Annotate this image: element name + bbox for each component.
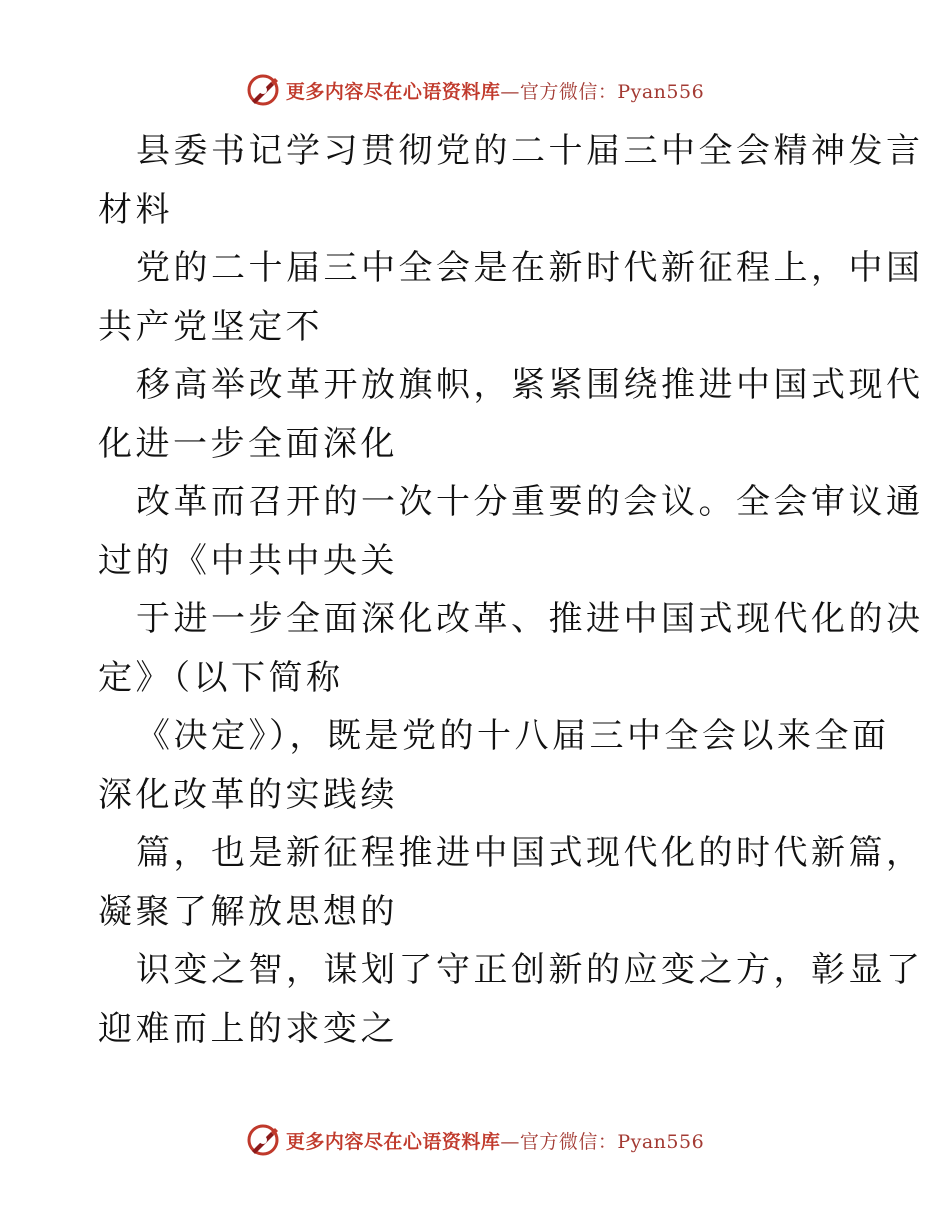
paragraph-line: 党的二十届三中全会是在新时代新征程上，中国: [136, 248, 924, 288]
paragraph-line: 篇，也是新征程推进中国式现代化的时代新篇，: [136, 833, 924, 873]
paragraph-line: 化进一步全面深化: [98, 423, 398, 464]
pen-circle-logo-icon: [246, 73, 280, 107]
footer-watermark-banner: [0, 1120, 950, 1160]
paragraph-line: 《决定》），既是党的十八届三中全会以来全面: [136, 716, 890, 756]
header-watermark-tail: —官方微信：Pyan556: [500, 80, 705, 103]
paragraph-3: [98, 356, 924, 473]
document-body: [98, 122, 924, 1058]
paragraph-line: 定》（以下简称: [98, 657, 344, 698]
paragraph-line: 材料: [98, 189, 173, 230]
paragraph-line: 移高举改革开放旗帜，紧紧围绕推进中国式现代: [136, 365, 924, 405]
paragraph-line: 识变之智，谋划了守正创新的应变之方，彰显了: [136, 950, 924, 990]
paragraph-line: 过的《中共中央关: [98, 540, 398, 581]
paragraph-line: 深化改革的实践续: [98, 774, 398, 815]
pen-circle-logo-icon: [246, 1123, 280, 1157]
paragraph-line: 于进一步全面深化改革、推进中国式现代化的决: [136, 599, 924, 639]
footer-watermark-tail: —官方微信：Pyan556: [500, 1130, 705, 1153]
paragraph-line: 县委书记学习贯彻党的二十届三中全会精神发言: [136, 131, 924, 171]
paragraph-8: [98, 941, 924, 1058]
header-watermark-banner: [0, 70, 950, 110]
paragraph-line: 改革而召开的一次十分重要的会议。全会审议通: [136, 482, 924, 522]
paragraph-1: [98, 122, 924, 239]
footer-watermark-lead: 更多内容尽在心语资料库: [285, 1130, 501, 1153]
paragraph-line: 迎难而上的求变之: [98, 1008, 398, 1049]
header-watermark-lead: 更多内容尽在心语资料库: [285, 80, 501, 103]
paragraph-2: [98, 239, 924, 356]
paragraph-5: [98, 590, 924, 707]
paragraph-line: 共产党坚定不: [98, 306, 323, 347]
paragraph-4: [98, 473, 924, 590]
footer-watermark-text: [286, 1127, 704, 1154]
paragraph-6: [98, 707, 890, 824]
paragraph-line: 凝聚了解放思想的: [98, 891, 398, 932]
paragraph-7: [98, 824, 924, 941]
header-watermark-text: [286, 77, 704, 104]
